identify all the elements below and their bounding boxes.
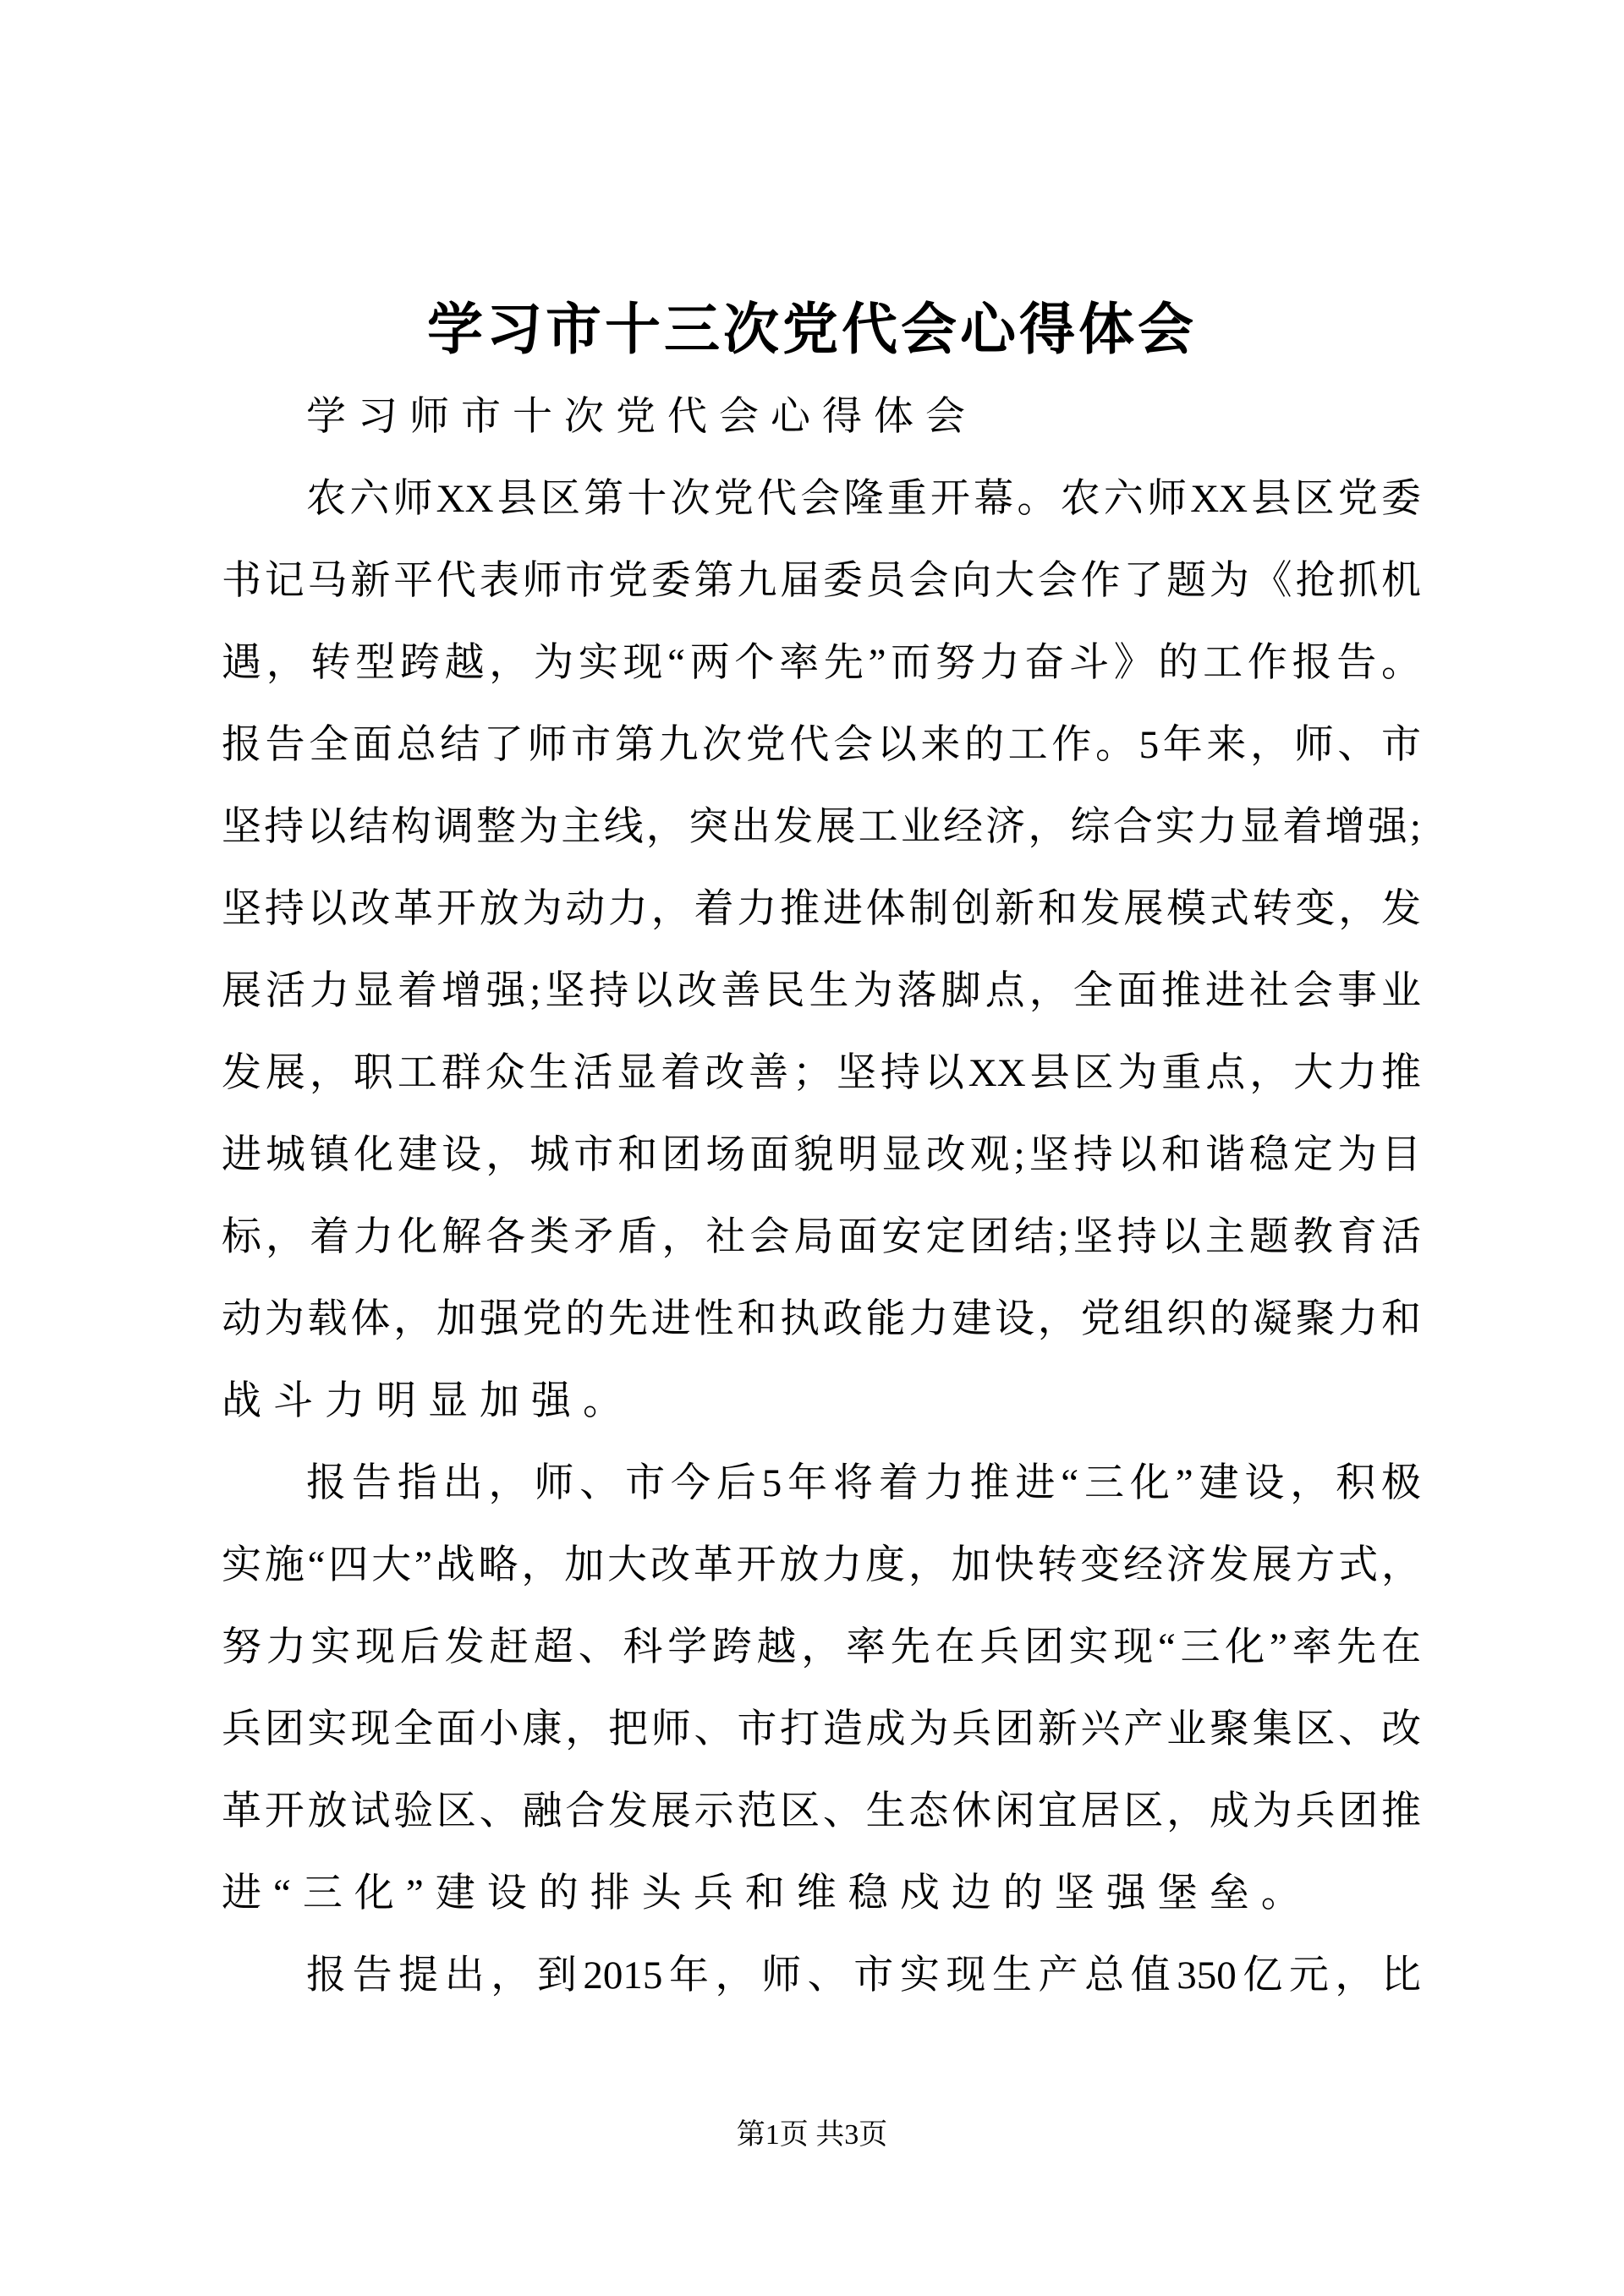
text-line: 学习师市十次党代会心得体会 (306, 395, 977, 439)
paragraph (222, 376, 1421, 458)
text-line: 标，着力化解各类矛盾，社会局面安定团结;坚持以主题教育活 (222, 1215, 1421, 1259)
document-title: 学习市十三次党代会心得体会 (427, 297, 1197, 362)
text-line: 报告指出，师、市今后5年将着力推进“三化”建设，积极 (306, 1461, 1421, 1505)
page-number-footer: 第1页 共3页 (736, 2119, 888, 2151)
text-line: 遇，转型跨越，为实现“两个率先”而努力奋斗》的工作报告。 (222, 641, 1421, 685)
text-line: 战斗力明显加强。 (222, 1379, 634, 1423)
text-line: 兵团实现全面小康，把师、市打造成为兵团新兴产业聚集区、改 (222, 1707, 1421, 1751)
text-line: 进城镇化建设，城市和团场面貌明显改观;坚持以和谐稳定为目 (222, 1133, 1421, 1177)
text-line: 努力实现后发赶超、科学跨越，率先在兵团实现“三化”率先在 (222, 1625, 1421, 1669)
text-line: 革开放试验区、融合发展示范区、生态休闲宜居区，成为兵团推 (222, 1789, 1421, 1833)
text-line: 发展，职工群众生活显着改善；坚持以XX县区为重点，大力推 (222, 1051, 1421, 1095)
text-line: 动为载体，加强党的先进性和执政能力建设，党组织的凝聚力和 (222, 1297, 1421, 1341)
text-line: 报告提出，到2015年，师、市实现生产总值350亿元，比 (306, 1954, 1421, 1997)
text-line: 农六师XX县区第十次党代会隆重开幕。农六师XX县区党委 (306, 477, 1421, 521)
document-body (222, 376, 1421, 2017)
text-line: 展活力显着增强;坚持以改善民生为落脚点，全面推进社会事业 (222, 969, 1421, 1013)
text-line: 坚持以改革开放为动力，着力推进体制创新和发展模式转变，发 (222, 887, 1421, 931)
text-line: 坚持以结构调整为主线，突出发展工业经济，综合实力显着增强; (222, 805, 1421, 849)
text-line: 实施“四大”战略，加大改革开放力度，加快转变经济发展方式， (222, 1543, 1421, 1587)
text-line: 报告全面总结了师市第九次党代会以来的工作。5年来，师、市 (222, 723, 1421, 767)
paragraph (222, 1935, 1421, 2017)
text-line: 进“三化”建设的排头兵和维稳戍边的坚强堡垒。 (222, 1871, 1313, 1915)
text-line: 书记马新平代表师市党委第九届委员会向大会作了题为《抢抓机 (222, 559, 1421, 603)
paragraph (222, 1443, 1421, 1935)
paragraph (222, 458, 1421, 1443)
